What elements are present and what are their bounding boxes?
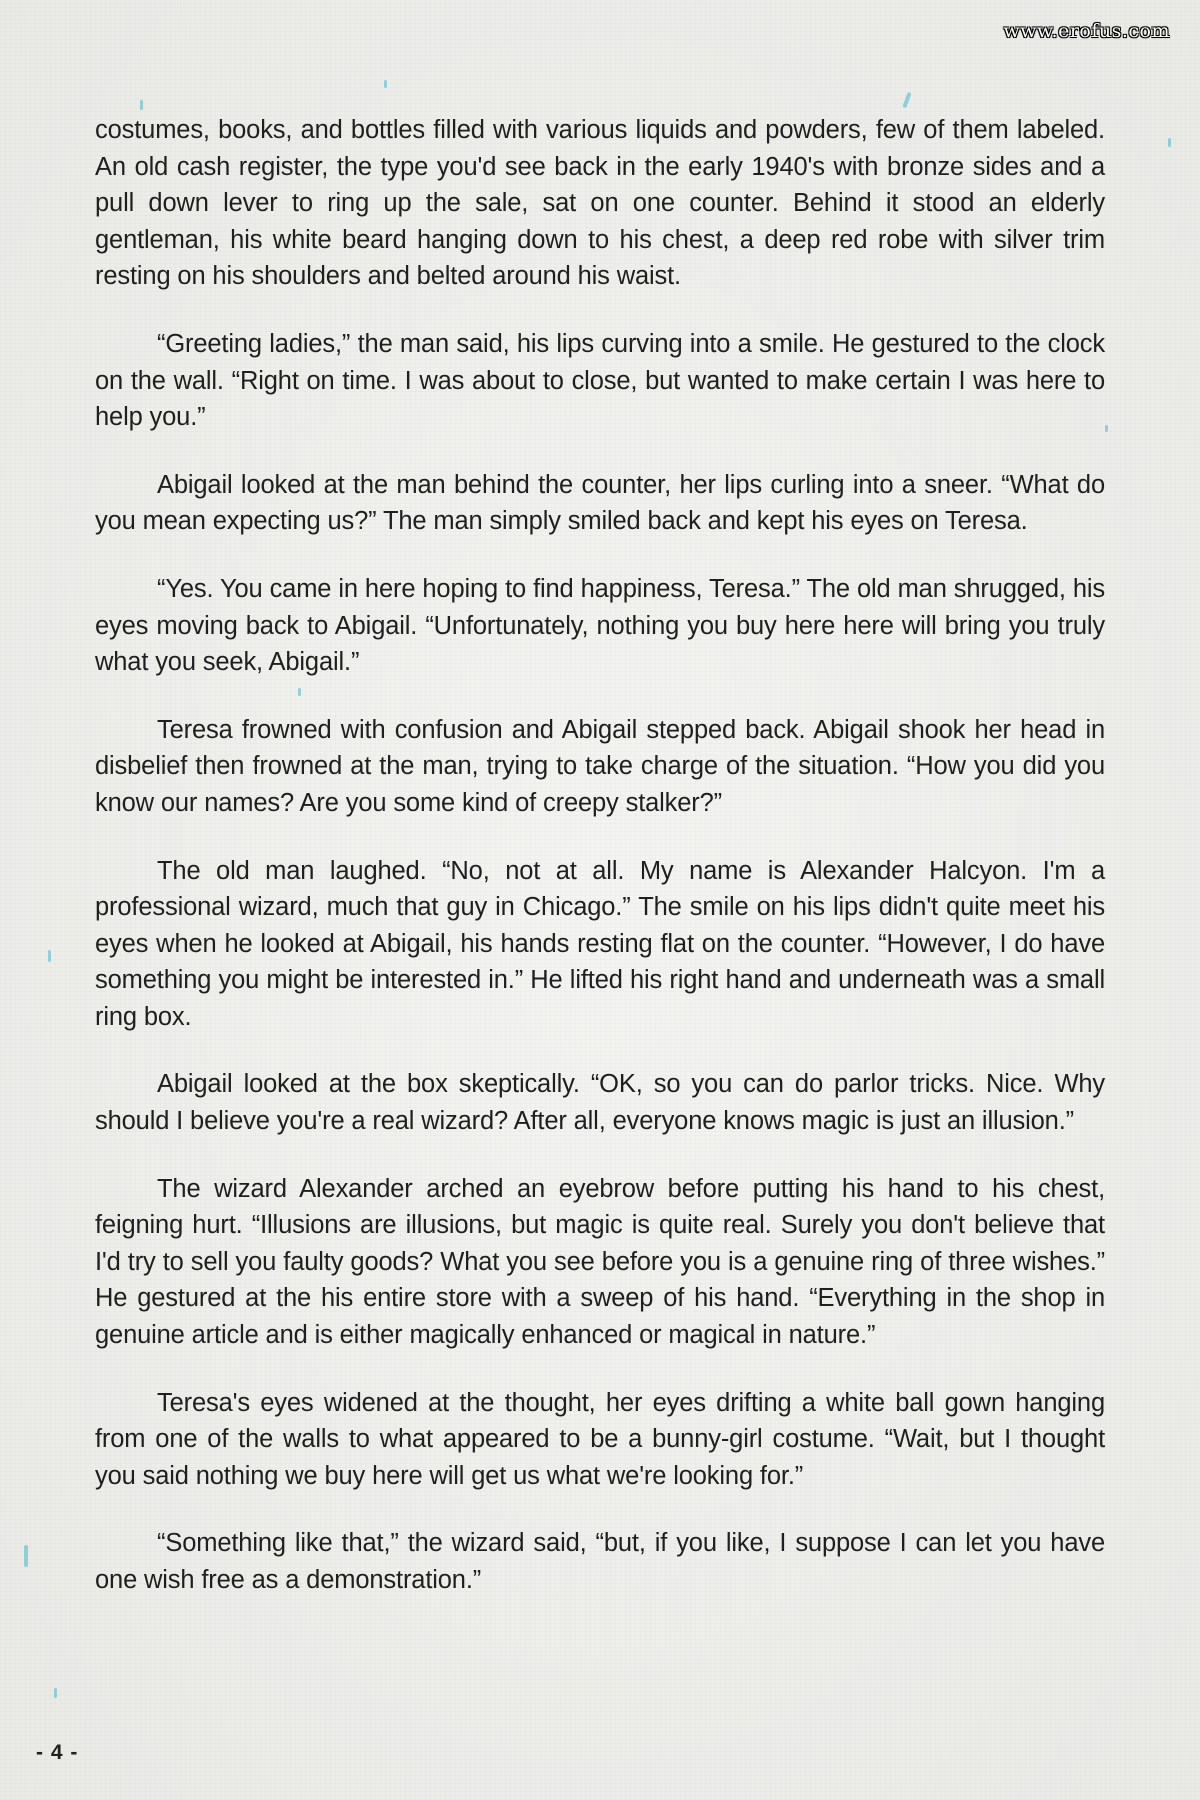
paragraph: “Something like that,” the wizard said, “but, if you like, I suppose I can let you have one wish free as a demonstration.” (95, 1529, 1105, 1594)
story-text (95, 112, 1105, 1630)
paragraph: “Greeting ladies,” the man said, his lips curving into a smile. He gestured to the clock on the wall. “Right on time. I was about to close, but wanted to make certain I was here to help you.” (95, 329, 1105, 432)
paint-speck (54, 1688, 57, 1698)
paint-speck (1105, 425, 1108, 432)
paint-speck (384, 80, 387, 88)
paragraph: Abigail looked at the box skeptically. “OK, so you can do parlor tricks. Nice. Why should I believe you're a real wizard? After all, everyone knows magic is just an illusion.” (95, 1070, 1105, 1136)
paint-speck (48, 950, 51, 962)
paragraph: “Yes. You came in here hoping to find happiness, Teresa.” The old man shrugged, his eyes moving back to Abigail. “Unfortunately, nothing you buy here here will bring you truly what you seek, Abigail.” (95, 574, 1105, 677)
paragraph: Teresa's eyes widened at the thought, her eyes drifting a white ball gown hanging from one of the walls to what appeared to be a bunny-girl costume. “Wait, but I thought you said nothing we buy here will get us what we're looking for.” (95, 1388, 1105, 1490)
site-watermark: www.erofus.com (1003, 20, 1170, 42)
paragraph: The wizard Alexander arched an eyebrow before putting his hand to his chest, feigning hurt. “Illusions are illusions, but magic is quite real. Surely you don't believe that I'd try to sell you faulty goods? What you see before you is a genuine ring of three wishes.” He gestured at the his entire store with a sweep of his hand. “Everything in the shop in genuine article and is either magically enhanced or magical in nature.” (95, 1174, 1105, 1350)
paragraph: Teresa frowned with confusion and Abigail stepped back. Abigail shook her head in disbelief then frowned at the man, trying to take charge of the situation. “How you did you know our names? Are you some kind of creepy stalker?” (95, 715, 1105, 817)
paint-speck (902, 92, 911, 108)
paint-speck (1168, 138, 1171, 147)
page-number: - 4 - (36, 1741, 79, 1764)
paint-speck (24, 1545, 28, 1567)
paint-speck (140, 100, 143, 110)
paragraph: costumes, books, and bottles filled with various liquids and powders, few of them labeled. An old cash register, the type you'd see back in the early 1940's with bronze sides and a pull down lever to ring up the sale, sat on one counter. Behind it stood an elderly gentleman, his white beard hanging down to his chest, a deep red robe with silver trim resting on his shoulders and belted around his waist. (95, 116, 1105, 291)
paragraph: The old man laughed. “No, not at all. My name is Alexander Halcyon. I'm a professional wizard, much that guy in Chicago.” The smile on his lips didn't quite meet his eyes when he looked at Abigail, his hands resting flat on the counter. “However, I do have something you might be interested in.” He lifted his right hand and underneath was a small ring box. (95, 856, 1105, 1031)
paragraph: Abigail looked at the man behind the counter, her lips curling into a sneer. “What do you mean expecting us?” The man simply smiled back and kept his eyes on Teresa. (95, 470, 1105, 536)
